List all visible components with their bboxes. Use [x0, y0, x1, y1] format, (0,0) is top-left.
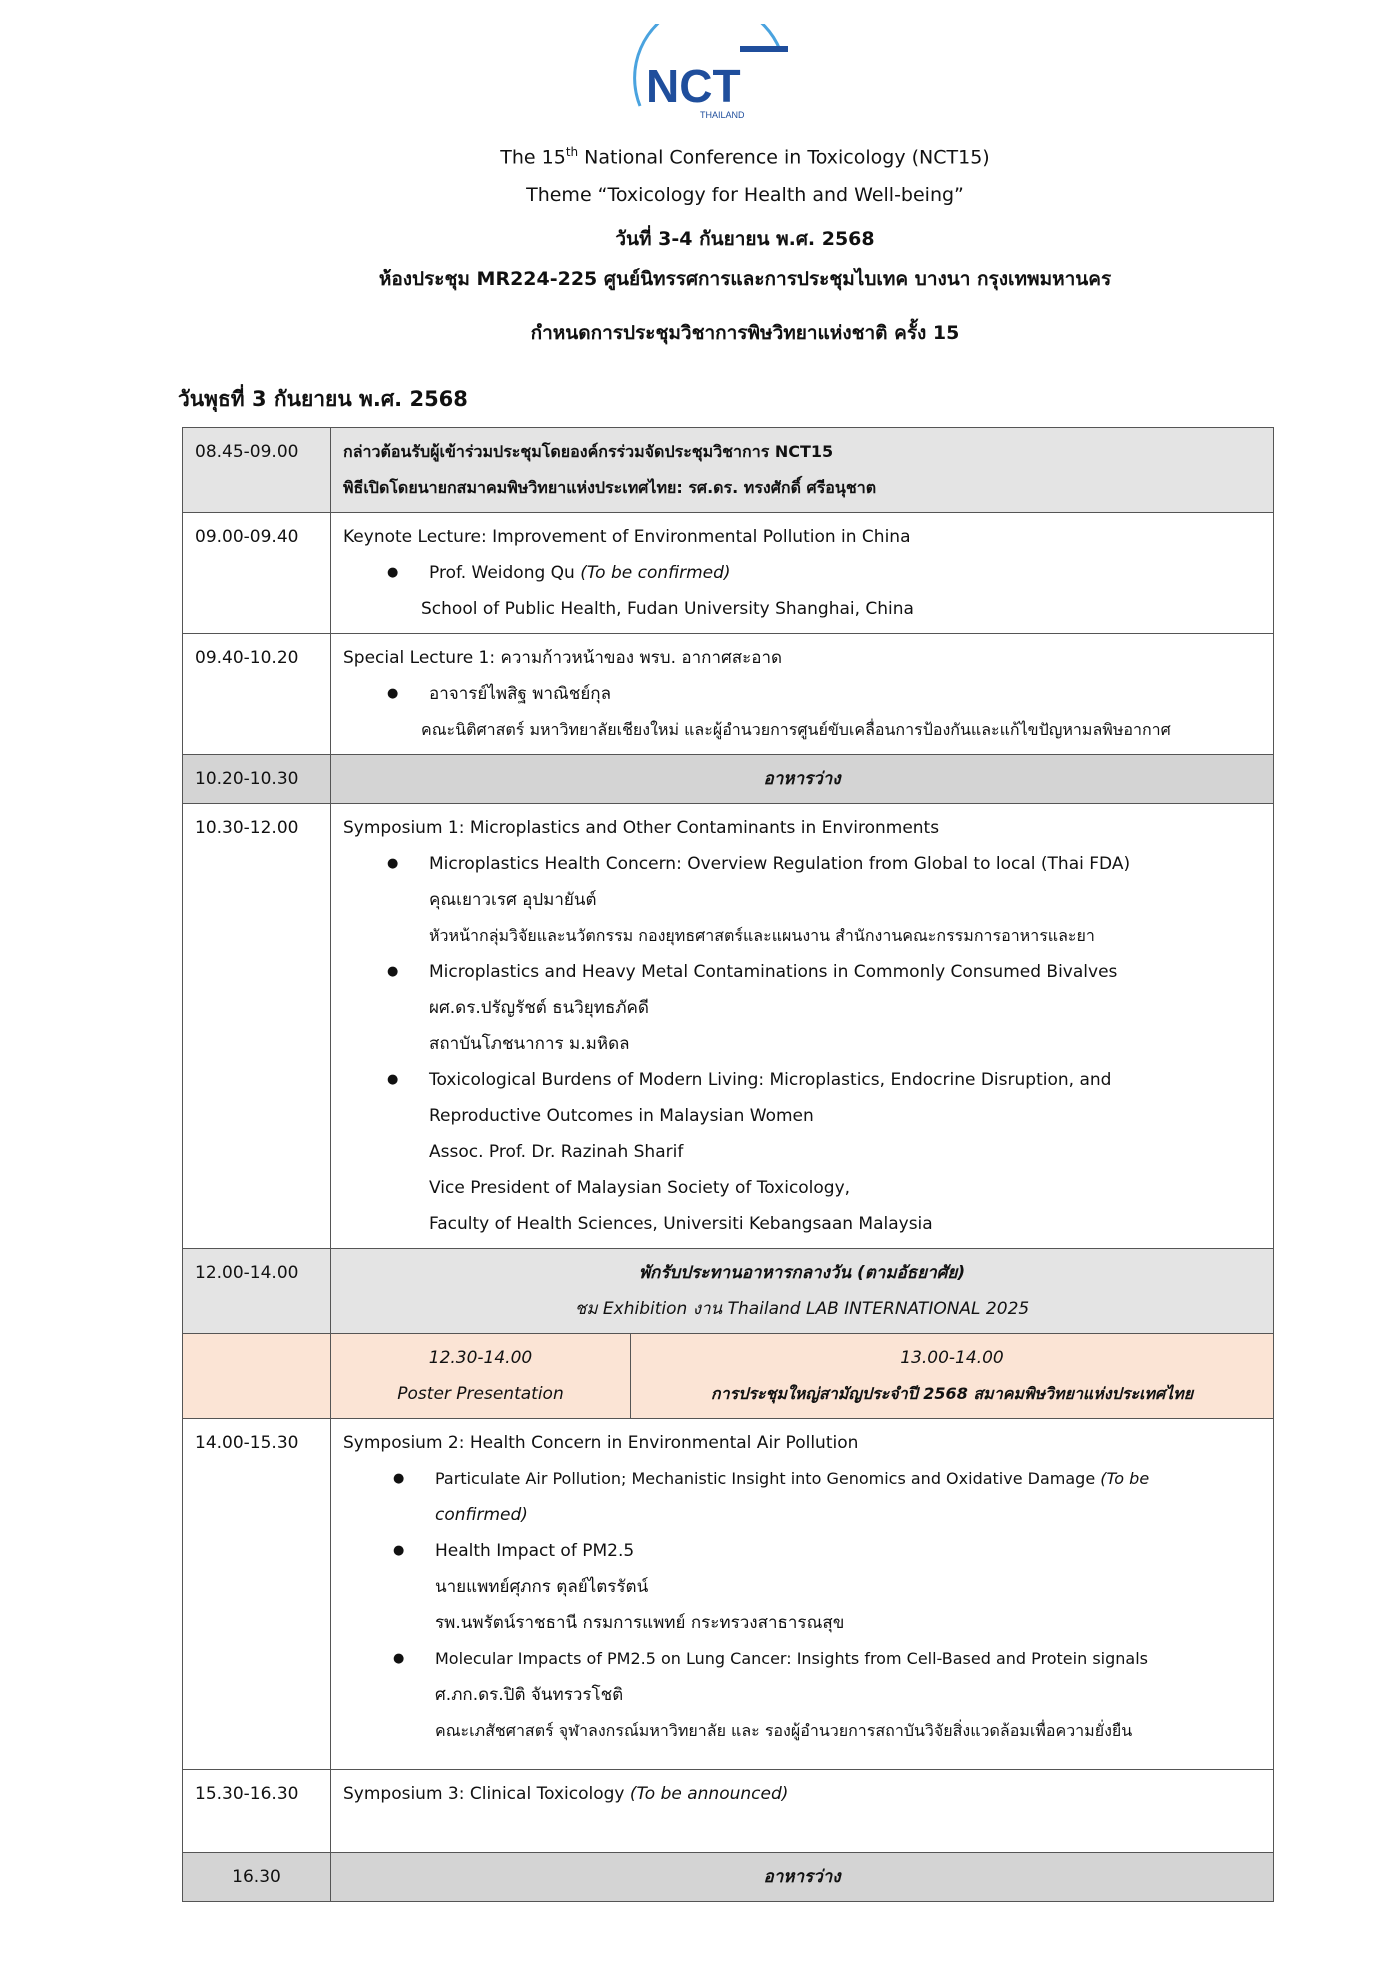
general-meeting-cell: 13.00-14.00 การประชุมใหญ่สามัญประจำปี 2568 สมาคมพิษวิทยาแห่งประเทศไทย — [631, 1334, 1274, 1419]
schedule-row — [183, 1334, 1274, 1419]
schedule-row — [183, 428, 1274, 513]
schedule-row — [183, 1249, 1274, 1334]
day-title: วันพุธที่ 3 กันยายน พ.ศ. 2568 — [178, 387, 468, 411]
nct-thailand-logo — [630, 24, 800, 124]
lunch-cell: พักรับประทานอาหารกลางวัน (ตามอัธยาศัย) ชม Exhibition งาน Thailand LAB INTERNATIONAL 2025 — [331, 1249, 1274, 1334]
time-cell: 10.30-12.00 — [183, 804, 331, 1249]
keynote-cell: Keynote Lecture: Improvement of Environmental Pollution in China ● Prof. Weidong Qu (To be confirmed) School of Public Health, Fudan University Shanghai, China — [331, 513, 1274, 634]
schedule-row — [183, 755, 1274, 804]
time-cell: 14.00-15.30 — [183, 1419, 331, 1770]
schedule-row — [183, 1419, 1274, 1770]
schedule-table — [182, 427, 1274, 1902]
symposium-1-cell: Symposium 1: Microplastics and Other Contaminants in Environments ● Microplastics Health Concern: Overview Regulation from Global to local (Thai FDA) คุณเยาวเรศ อุปมายันต์ หัวหน้ากลุ่มวิจัยและนวัตกรรม กองยุทธศาสตร์และแผนงาน สำนักงานคณะกรรมการอาหารและยา ● Microplastics and Heavy Metal Contaminations in Commonly Consumed Bivalves ผศ.ดร.ปรัญรัชต์ ธนวิยุทธภัคดี สถาบันโภชนาการ ม.มหิดล ● Toxicological Burdens of Modern Living: Microplastics, Endocrine Disruption, and Reproductive Outcomes in Malaysian Women Assoc. Prof. Dr. Razinah Sharif Vice President of Malaysian Society of Toxicology, Faculty of Health Sciences, Universiti Kebangsaan Malaysia — [331, 804, 1274, 1249]
schedule-title: กำหนดการประชุมวิชาการพิษวิทยาแห่งชาติ ครั้ง 15 — [530, 322, 960, 344]
opening-cell: กล่าวต้อนรับผู้เข้าร่วมประชุมโดยองค์กรร่วมจัดประชุมวิชาการ NCT15 พิธีเปิดโดยนายกสมาคมพิษวิทยาแห่งประเทศไทย: รศ.ดร. ทรงศักดิ์ ศรีอนุชาต — [331, 428, 1274, 513]
time-cell: 15.30-16.30 — [183, 1770, 331, 1853]
special-lecture-cell: Special Lecture 1: ความก้าวหน้าของ พรบ. อากาศสะอาด ● อาจารย์ไพสิฐ พาณิชย์กุล คณะนิติศาสตร์ มหาวิทยาลัยเชียงใหม่ และผู้อำนวยการศูนย์ขับเคลื่อนการป้องกันและแก้ไขปัญหามลพิษอากาศ — [331, 634, 1274, 755]
time-cell: 10.20-10.30 — [183, 755, 331, 804]
time-cell — [183, 1334, 331, 1419]
time-cell: 09.00-09.40 — [183, 513, 331, 634]
schedule-row — [183, 513, 1274, 634]
break-cell: อาหารว่าง — [331, 1853, 1274, 1902]
schedule-row — [183, 1770, 1274, 1853]
conference-venue: ห้องประชุม MR224-225 ศูนย์นิทรรศการและการประชุมไบเทค บางนา กรุงเทพมหานคร — [378, 268, 1112, 290]
schedule-row — [183, 1853, 1274, 1902]
time-cell: 12.00-14.00 — [183, 1249, 331, 1334]
break-cell: อาหารว่าง — [331, 755, 1274, 804]
poster-cell: 12.30-14.00 Poster Presentation — [331, 1334, 631, 1419]
symposium-2-cell: Symposium 2: Health Concern in Environmental Air Pollution ● Particulate Air Pollution; Mechanistic Insight into Genomics and Oxidative Damage (To be confirmed) ● Health Impact of PM2.5 นายแพทย์ศุภกร ตุลย์ไตรรัตน์ รพ.นพรัตน์ราชธานี กรมการแพทย์ กระทรวงสาธารณสุข ● Molecular Impacts of PM2.5 on Lung Cancer: Insights from Cell-Based and Protein signals ศ.ภก.ดร.ปิติ จันทรวรโชติ คณะเภสัชศาสตร์ จุฬาลงกรณ์มหาวิทยาลัย และ รองผู้อำนวยการสถาบันวิจัยสิ่งแวดล้อมเพื่อความยั่งยืน — [331, 1419, 1274, 1770]
svg-text:THAILAND: THAILAND — [700, 110, 745, 120]
conference-date: วันที่ 3-4 กันยายน พ.ศ. 2568 — [615, 228, 875, 250]
conference-title: The 15th National Conference in Toxicology (NCT15) — [500, 145, 990, 169]
schedule-row — [183, 804, 1274, 1249]
symposium-3-cell: Symposium 3: Clinical Toxicology (To be announced) — [331, 1770, 1274, 1853]
schedule-row — [183, 634, 1274, 755]
conference-theme: Theme “Toxicology for Health and Well-being” — [526, 184, 964, 206]
time-cell: 08.45-09.00 — [183, 428, 331, 513]
time-cell: 16.30 — [183, 1853, 331, 1902]
time-cell: 09.40-10.20 — [183, 634, 331, 755]
svg-text:NCT: NCT — [646, 60, 741, 112]
